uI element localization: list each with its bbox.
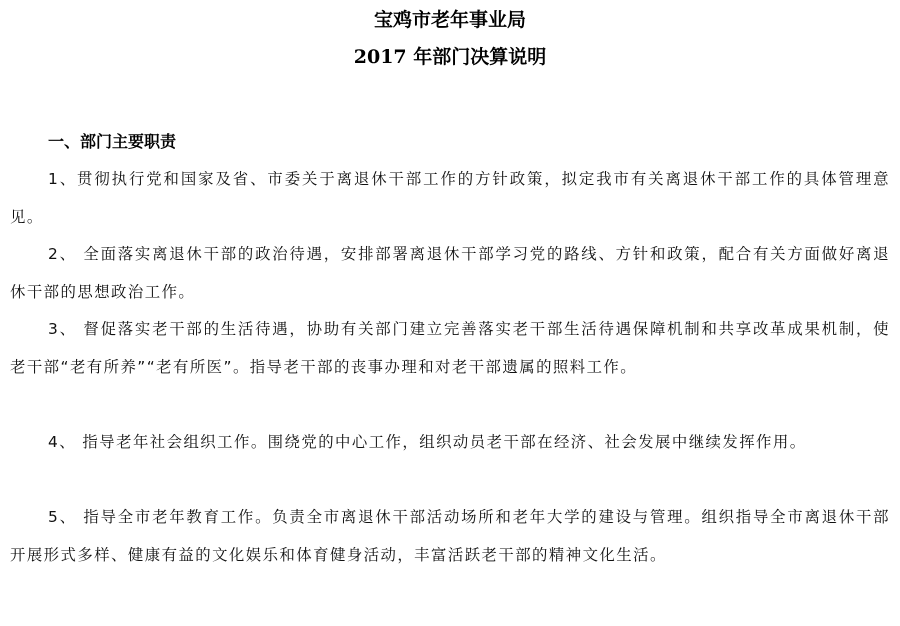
document-title: 宝鸡市老年事业局 bbox=[373, 9, 526, 31]
duty-paragraph-5: 5、 指导全市老年教育工作。负责全市离退休干部活动场所和老年大学的建设与管理。组织指导全市离退休干部开展形式多样、健康有益的文化娱乐和体育健身活动，丰富活跃老干部的精神文化生活。 bbox=[10, 508, 890, 564]
duty-paragraph-1: 1、贯彻执行党和国家及省、市委关于离退休干部工作的方针政策，拟定我市有关离退休干部工作的具体管理意见。 bbox=[10, 170, 890, 226]
section-heading: 一、部门主要职责 bbox=[48, 132, 177, 151]
duty-paragraph-3: 3、 督促落实老干部的生活待遇，协助有关部门建立完善落实老干部生活待遇保障机制和共享改革成果机制，使老干部“老有所养”“老有所医”。指导老干部的丧事办理和对老干部遗属的照料工作。 bbox=[10, 320, 890, 376]
duty-paragraph-2: 2、 全面落实离退休干部的政治待遇，安排部署离退休干部学习党的路线、方针和政策，配合有关方面做好离退休干部的思想政治工作。 bbox=[10, 245, 890, 301]
document-subtitle: 2017 年部门决算说明 bbox=[353, 46, 547, 68]
duty-paragraph-4: 4、 指导老年社会组织工作。围绕党的中心工作，组织动员老干部在经济、社会发展中继续发挥作用。 bbox=[48, 433, 807, 451]
